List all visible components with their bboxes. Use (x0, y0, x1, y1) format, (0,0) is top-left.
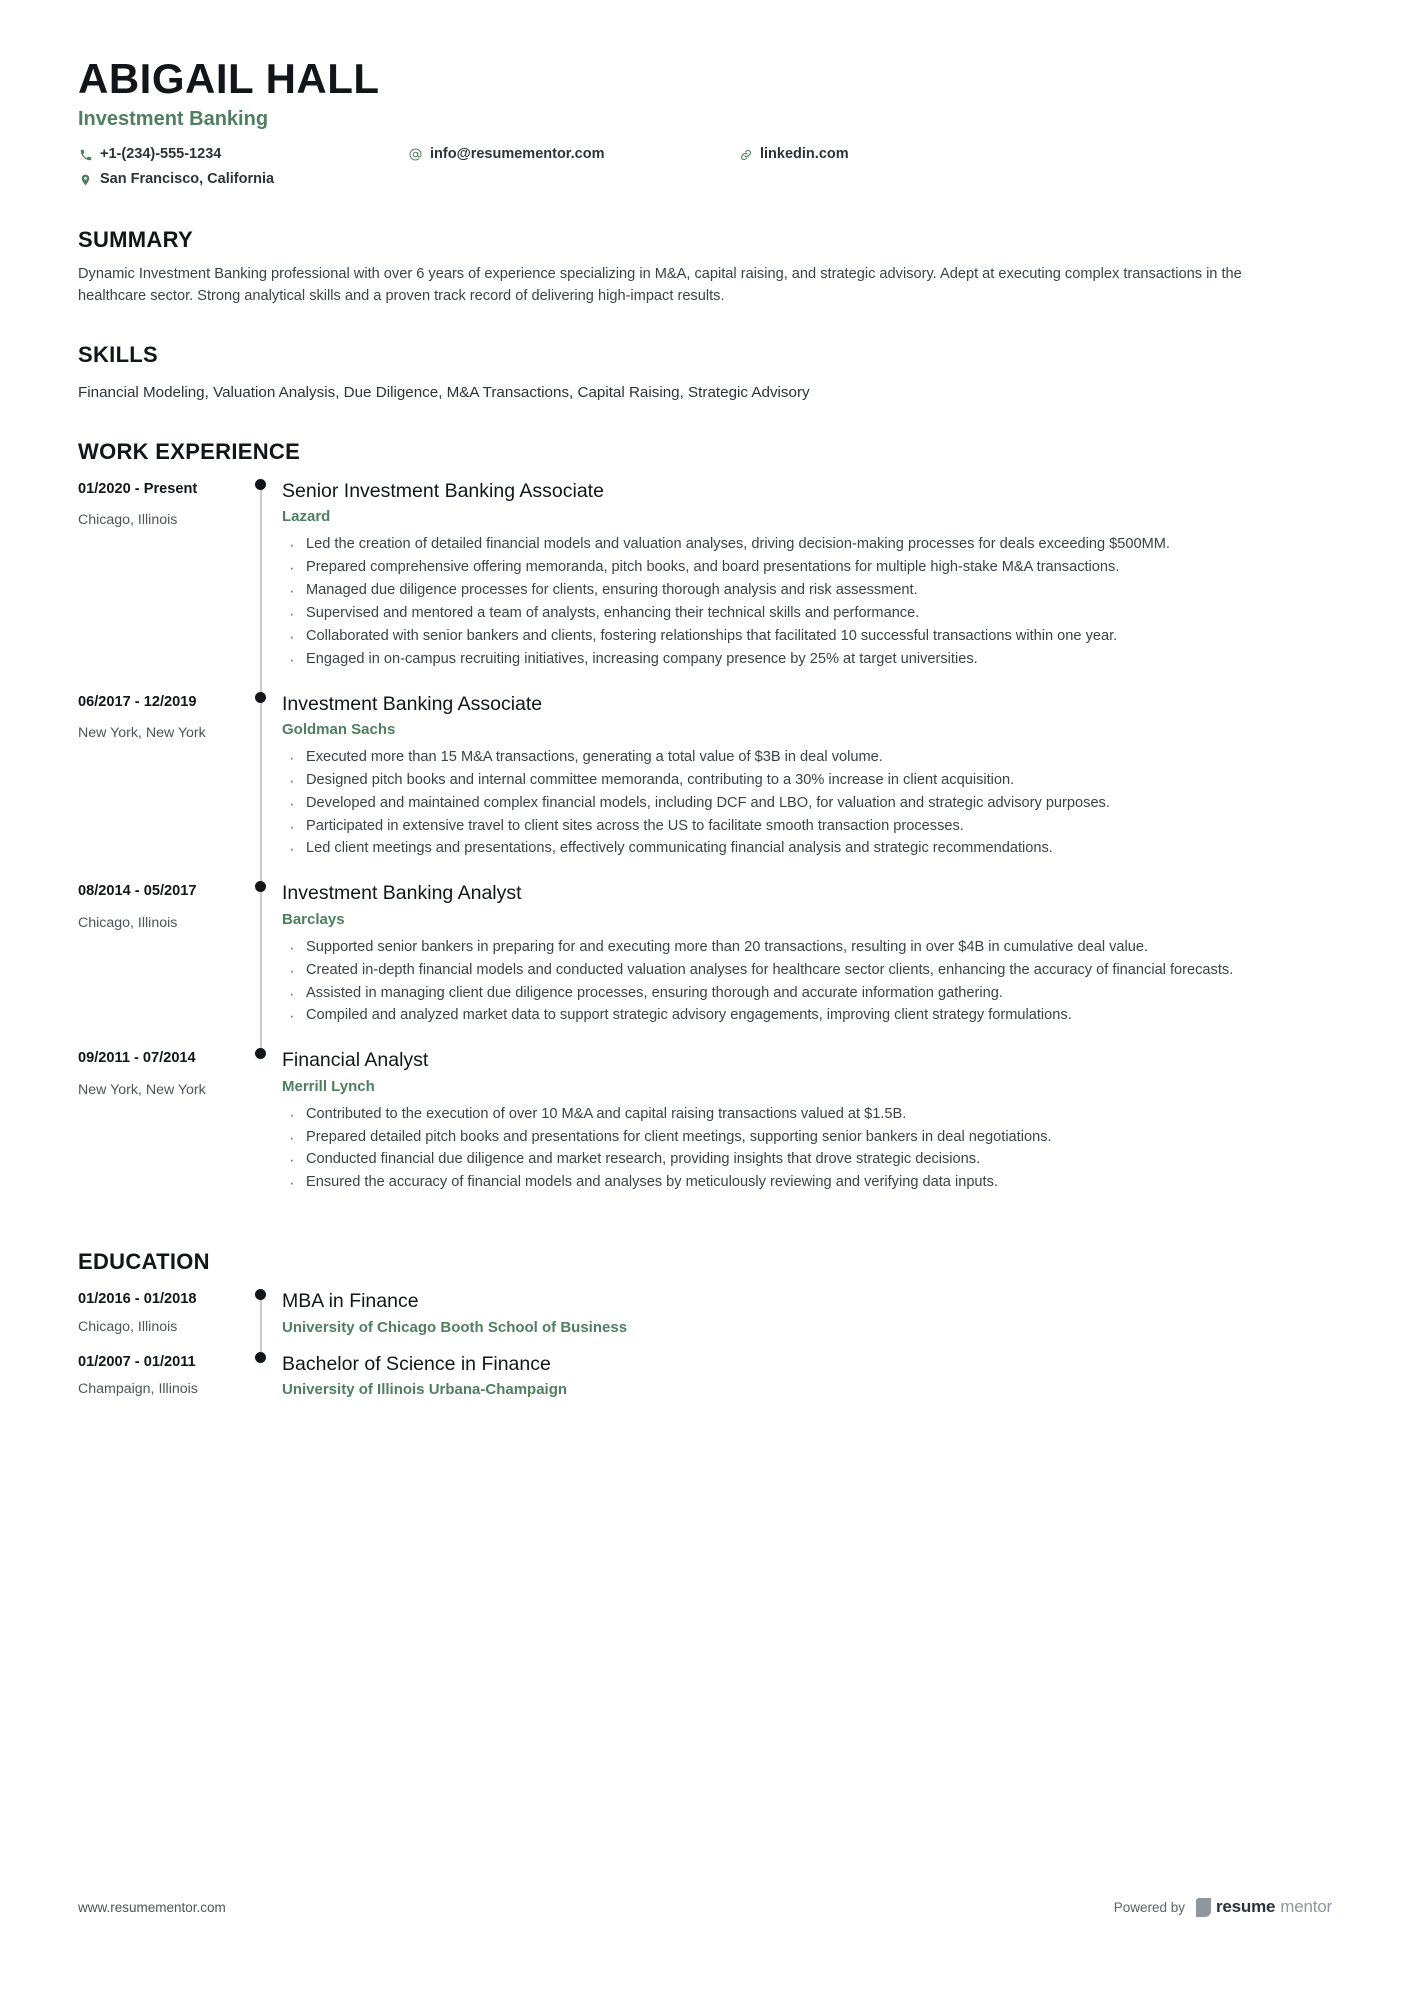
education-entry-body (279, 1352, 1332, 1414)
work-experience-section (78, 439, 1332, 1215)
education-entry-degree: MBA in Finance (282, 1290, 419, 1313)
work-entry-location: New York, New York (78, 725, 206, 742)
phone-icon (78, 147, 93, 162)
education-entry-location: Chicago, Illinois (78, 1318, 178, 1335)
page-footer (78, 1897, 1332, 1917)
work-entry-body (279, 692, 1332, 882)
work-entry-location: Chicago, Illinois (78, 914, 178, 931)
contact-phone[interactable] (78, 142, 408, 167)
bullet-item: · Led client meetings and presentations, effectively communicating financial analysis and strategic recommendations. (282, 838, 1332, 860)
powered-by-block (1114, 1897, 1332, 1917)
skills-section (78, 342, 1332, 405)
work-entry (78, 479, 1332, 692)
work-entry-date: 01/2020 - Present (78, 480, 198, 497)
skills-list: Financial Modeling, Valuation Analysis, Due Diligence, M&A Transactions, Capital Raising, Strategic Advisory (78, 384, 810, 401)
timeline-dot-icon (255, 1352, 266, 1363)
summary-section (78, 227, 1332, 308)
timeline-line (260, 887, 262, 1054)
work-entry-role: Senior Investment Banking Associate (282, 479, 604, 502)
brand-name-light: mentor (1280, 1897, 1332, 1916)
work-entry-company: Merrill Lynch (282, 1077, 375, 1095)
contact-linkedin-text: linkedin.com (760, 146, 849, 163)
footer-website[interactable]: www.resumementor.com (78, 1899, 226, 1915)
contact-location (78, 167, 408, 192)
bullet-item: · Engaged in on-campus recruiting initiatives, increasing company presence by 25% at target universities. (282, 649, 1332, 671)
work-entry-date: 06/2017 - 12/2019 (78, 693, 197, 710)
work-entry (78, 692, 1332, 882)
bullet-item: · Compiled and analyzed market data to support strategic advisory engagements, improving client strategy formulations. (282, 1005, 1332, 1027)
work-entry-meta (78, 479, 243, 692)
education-entry-school: University of Illinois Urbana-Champaign (282, 1380, 568, 1398)
education-entry-body (279, 1289, 1332, 1351)
timeline-line (260, 698, 262, 888)
resumementor-logo (1196, 1897, 1332, 1917)
education-entry (78, 1352, 1332, 1414)
work-entry-company: Lazard (282, 508, 331, 526)
work-entry-body (279, 1048, 1332, 1215)
bullet-item: · Led the creation of detailed financial models and valuation analyses, driving decision-making processes for deals exceeding $500MM. (282, 534, 1332, 556)
work-experience-heading: WORK EXPERIENCE (78, 438, 301, 464)
bullet-item: · Executed more than 15 M&A transactions, generating a total value of $3B in deal volume. (282, 747, 1332, 769)
skills-heading: SKILLS (78, 342, 159, 367)
timeline-rail (243, 692, 279, 882)
summary-heading: SUMMARY (78, 226, 193, 252)
education-entry-meta (78, 1352, 243, 1414)
bullet-item: · Prepared comprehensive offering memoranda, pitch books, and board presentations for multiple high-stake M&A transactions. (282, 557, 1332, 579)
work-entry-location: New York, New York (78, 1081, 206, 1098)
timeline-dot-icon (255, 1289, 266, 1300)
work-entry-role: Investment Banking Associate (282, 692, 543, 715)
contact-column-right (738, 142, 1068, 167)
contact-column-middle (408, 142, 738, 167)
timeline-rail (243, 1352, 279, 1414)
education-entry-meta (78, 1289, 243, 1351)
work-entry-location: Chicago, Illinois (78, 512, 178, 529)
timeline-dot-icon (255, 479, 266, 490)
resume-header (78, 55, 1332, 193)
summary-text: Dynamic Investment Banking professional with over 6 years of experience specializing in M&A, capital raising, and strategic advisory. Adept at executing complex transactions in the healthcare sector. Strong analytical skills and a proven track record of delivering high-impact results. (78, 265, 1242, 305)
contact-phone-text: +1-(234)-555-1234 (100, 146, 222, 163)
work-entry-role: Investment Banking Analyst (282, 882, 522, 905)
work-entry-bullets (282, 1104, 1332, 1195)
bullet-item: · Supervised and mentored a team of analysts, enhancing their technical skills and performance. (282, 603, 1332, 625)
education-entry-date: 01/2007 - 01/2011 (78, 1353, 196, 1370)
timeline-dot-icon (255, 881, 266, 892)
at-sign-icon (408, 147, 423, 162)
bullet-item: · Contributed to the execution of over 10 M&A and capital raising transactions valued at $1.5B. (282, 1104, 1332, 1126)
work-entry-date: 08/2014 - 05/2017 (78, 883, 197, 900)
work-entry-company: Goldman Sachs (282, 720, 396, 738)
education-entry-school: University of Chicago Booth School of Business (282, 1318, 628, 1336)
work-entry-bullets (282, 534, 1332, 670)
contact-column-left (78, 142, 408, 193)
work-entry-body (279, 479, 1332, 692)
timeline-rail (243, 881, 279, 1048)
bullet-item: · Prepared detailed pitch books and presentations for client meetings, supporting senior bankers in deal negotiations. (282, 1127, 1332, 1149)
timeline-rail (243, 1048, 279, 1215)
work-entry-date: 09/2011 - 07/2014 (78, 1050, 196, 1067)
work-entry-body (279, 881, 1332, 1048)
bullet-item: · Designed pitch books and internal committee memoranda, contributing to a 30% increase in client acquisition. (282, 770, 1332, 792)
timeline-dot-icon (255, 692, 266, 703)
work-entry-bullets (282, 747, 1332, 860)
work-entry-meta (78, 692, 243, 882)
bullet-item: · Assisted in managing client due diligence processes, ensuring thorough and accurate information gathering. (282, 983, 1332, 1005)
contact-linkedin[interactable] (738, 142, 1068, 167)
work-entry-meta (78, 881, 243, 1048)
bullet-item: · Conducted financial due diligence and market research, providing insights that drove strategic decisions. (282, 1149, 1332, 1171)
timeline-line (260, 485, 262, 698)
contact-info (78, 142, 1332, 193)
work-entry-bullets (282, 937, 1332, 1028)
powered-by-label: Powered by (1113, 1899, 1185, 1915)
contact-email[interactable] (408, 142, 738, 167)
contact-location-text: San Francisco, California (100, 171, 275, 188)
bullet-item: · Collaborated with senior bankers and clients, fostering relationships that facilitated 10 successful transactions within one year. (282, 626, 1332, 648)
candidate-name: ABIGAIL HALL (78, 55, 380, 102)
education-section (78, 1249, 1332, 1414)
work-entry (78, 881, 1332, 1048)
bullet-item: · Participated in extensive travel to client sites across the US to facilitate smooth transaction processes. (282, 816, 1332, 838)
link-icon (738, 147, 753, 162)
timeline-line (260, 1295, 262, 1351)
bullet-item: · Created in-depth financial models and conducted valuation analyses for healthcare sector clients, enhancing the accuracy of financial forecasts. (282, 960, 1332, 982)
education-heading: EDUCATION (78, 1249, 210, 1275)
location-pin-icon (78, 173, 93, 188)
education-entry-location: Champaign, Illinois (78, 1381, 198, 1398)
bullet-item: · Managed due diligence processes for clients, ensuring thorough analysis and risk assessment. (282, 580, 1332, 602)
timeline-dot-icon (255, 1048, 266, 1059)
bullet-item: · Ensured the accuracy of financial models and analyses by meticulously reviewing and verifying data inputs. (282, 1172, 1332, 1194)
bullet-item: · Supported senior bankers in preparing for and executing more than 20 transactions, resulting in over $4B in cumulative deal value. (282, 937, 1332, 959)
timeline-rail (243, 1289, 279, 1351)
work-entry-role: Financial Analyst (282, 1049, 429, 1072)
education-entry (78, 1289, 1332, 1351)
timeline-rail (243, 479, 279, 692)
candidate-job-title: Investment Banking (78, 108, 269, 131)
work-entry-company: Barclays (282, 910, 345, 928)
education-entry-degree: Bachelor of Science in Finance (282, 1352, 551, 1375)
resumementor-mark-icon (1196, 1898, 1211, 1917)
contact-email-text: info@resumementor.com (430, 146, 605, 163)
education-entry-date: 01/2016 - 01/2018 (78, 1291, 197, 1308)
bullet-item: · Developed and maintained complex financial models, including DCF and LBO, for valuation and strategic advisory purposes. (282, 793, 1332, 815)
work-entry (78, 1048, 1332, 1215)
brand-name-strong: resume (1216, 1897, 1276, 1916)
work-entry-meta (78, 1048, 243, 1215)
